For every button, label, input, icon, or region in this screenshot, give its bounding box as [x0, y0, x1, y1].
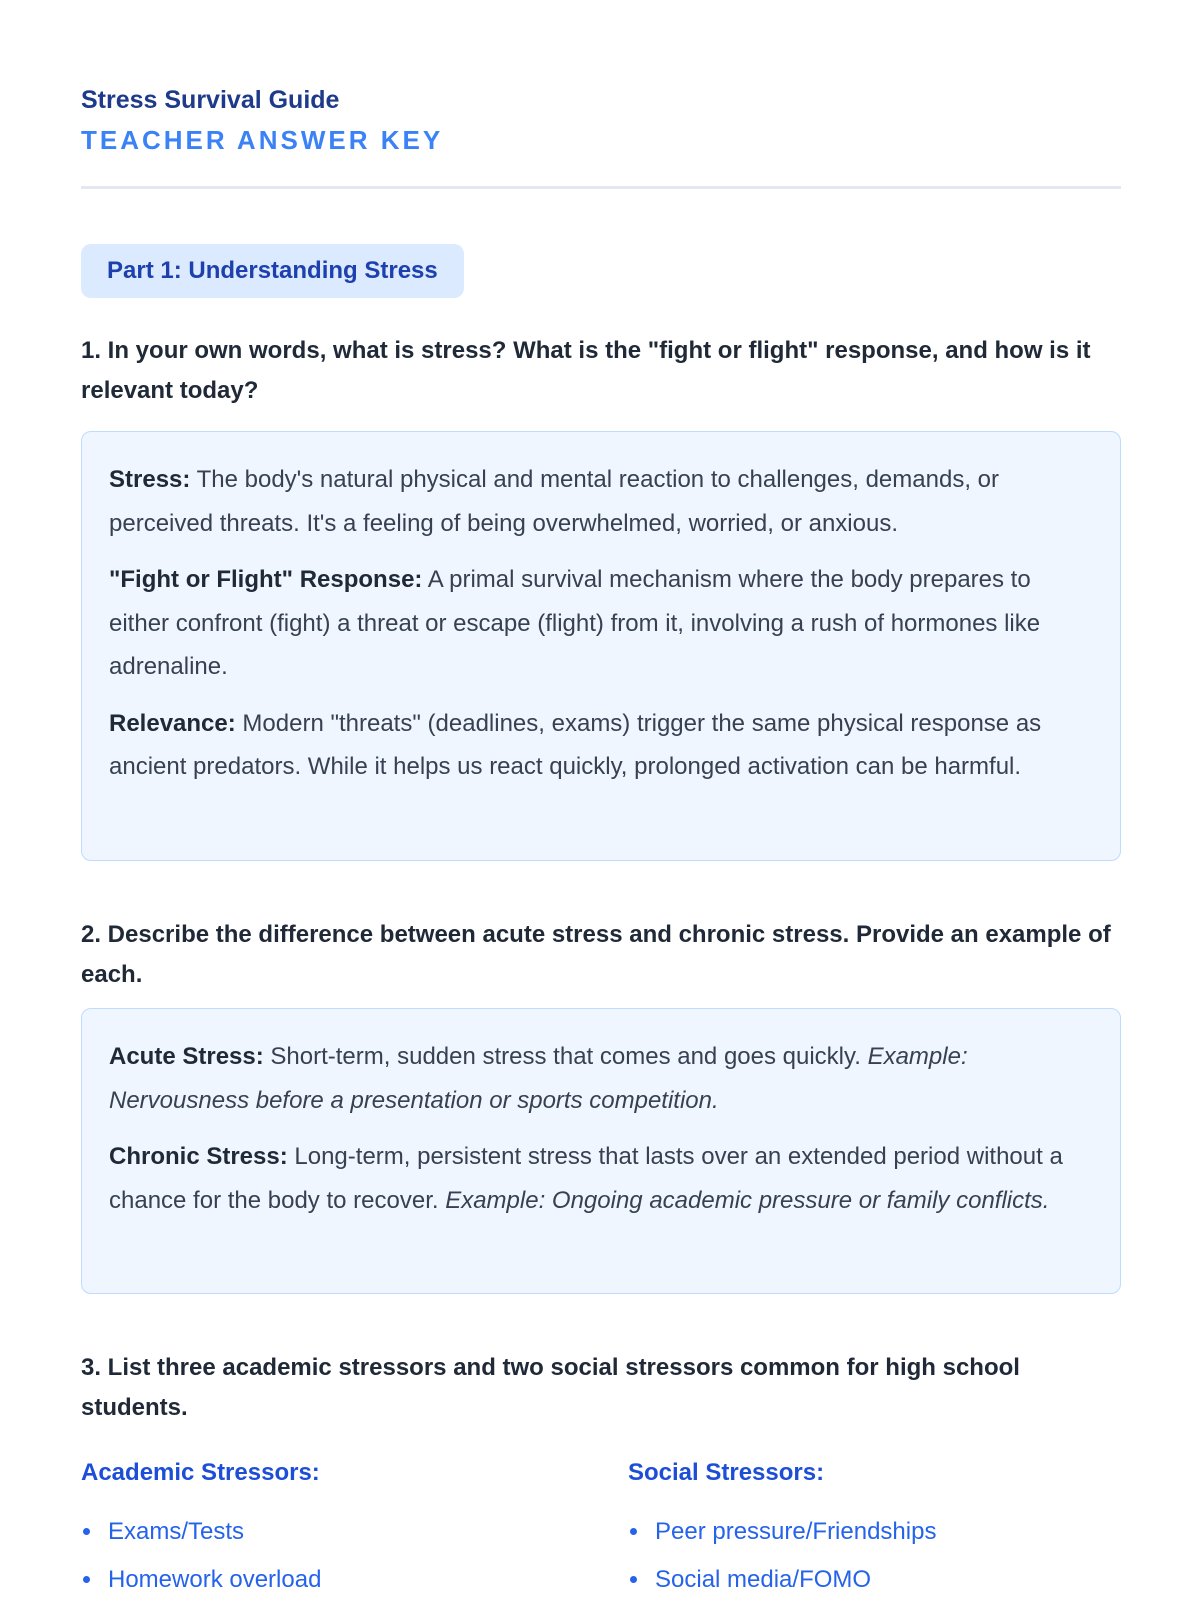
answer-paragraph [109, 1135, 1093, 1222]
bullet-icon [630, 1576, 637, 1583]
list-item [81, 1508, 581, 1556]
answer-paragraph [109, 458, 1093, 545]
document-title: Stress Survival Guide [81, 86, 340, 114]
answer-example: Example: Ongoing academic pressure or family conflicts. [445, 1186, 1050, 1214]
list-item [628, 1556, 1128, 1604]
list-item [628, 1508, 1128, 1556]
document-subtitle: TEACHER ANSWER KEY [81, 125, 444, 155]
answer-term: Relevance: [109, 709, 236, 737]
part-heading-badge: Part 1: Understanding Stress [81, 244, 464, 298]
bullet-icon [83, 1576, 90, 1583]
answer-term: "Fight or Flight" Response: [109, 566, 423, 593]
academic-stressors-heading: Academic Stressors: [81, 1459, 320, 1486]
answer-box-2 [81, 1008, 1121, 1294]
answer-example: Example: Nervousness before a presentation or sports competition. [109, 1043, 968, 1114]
answer-term: Chronic Stress: [109, 1143, 288, 1170]
social-stressors-heading: Social Stressors: [628, 1459, 825, 1486]
list-item-label: Social media/FOMO [655, 1566, 872, 1593]
answer-paragraph [109, 702, 1093, 789]
answer-text: Long-term, persistent stress that lasts over an extended period without a chance for the body to recover. [109, 1143, 1063, 1214]
social-stressors-column [628, 1456, 1128, 1604]
question-3: 3. List three academic stressors and two social stressors common for high school students. [81, 1354, 1020, 1421]
academic-stressors-list [81, 1508, 581, 1604]
list-item-label: Peer pressure/Friendships [655, 1518, 937, 1545]
list-item-label: Exams/Tests [108, 1518, 245, 1545]
social-stressors-list [628, 1508, 1128, 1604]
academic-stressors-column [81, 1456, 581, 1604]
header-divider [81, 186, 1121, 189]
answer-paragraph [109, 1035, 1093, 1122]
answer-text: A primal survival mechanism where the body prepares to either confront (fight) a threat or escape (flight) from it, involving a rush of hormones like adrenaline. [109, 566, 1041, 680]
list-item [81, 1556, 581, 1604]
list-item-label: Homework overload [108, 1566, 322, 1593]
answer-box-1 [81, 431, 1121, 861]
answer-text: Modern "threats" (deadlines, exams) trigger the same physical response as ancient predators. While it helps us react quickly, prolonged activation can be harmful. [109, 709, 1042, 780]
answer-term: Acute Stress: [109, 1043, 264, 1070]
bullet-icon [630, 1528, 637, 1535]
bullet-icon [83, 1528, 90, 1535]
question-1: 1. In your own words, what is stress? What is the "fight or flight" response, and how is it relevant today? [81, 337, 1091, 404]
answer-text: The body's natural physical and mental reaction to challenges, demands, or perceived threats. It's a feeling of being overwhelmed, worried, or anxious. [109, 466, 999, 537]
answer-text: Short-term, sudden stress that comes and goes quickly. [263, 1043, 868, 1070]
answer-paragraph [109, 558, 1093, 689]
question-2: 2. Describe the difference between acute stress and chronic stress. Provide an example of each. [81, 921, 1111, 988]
answer-term: Stress: [109, 466, 191, 493]
